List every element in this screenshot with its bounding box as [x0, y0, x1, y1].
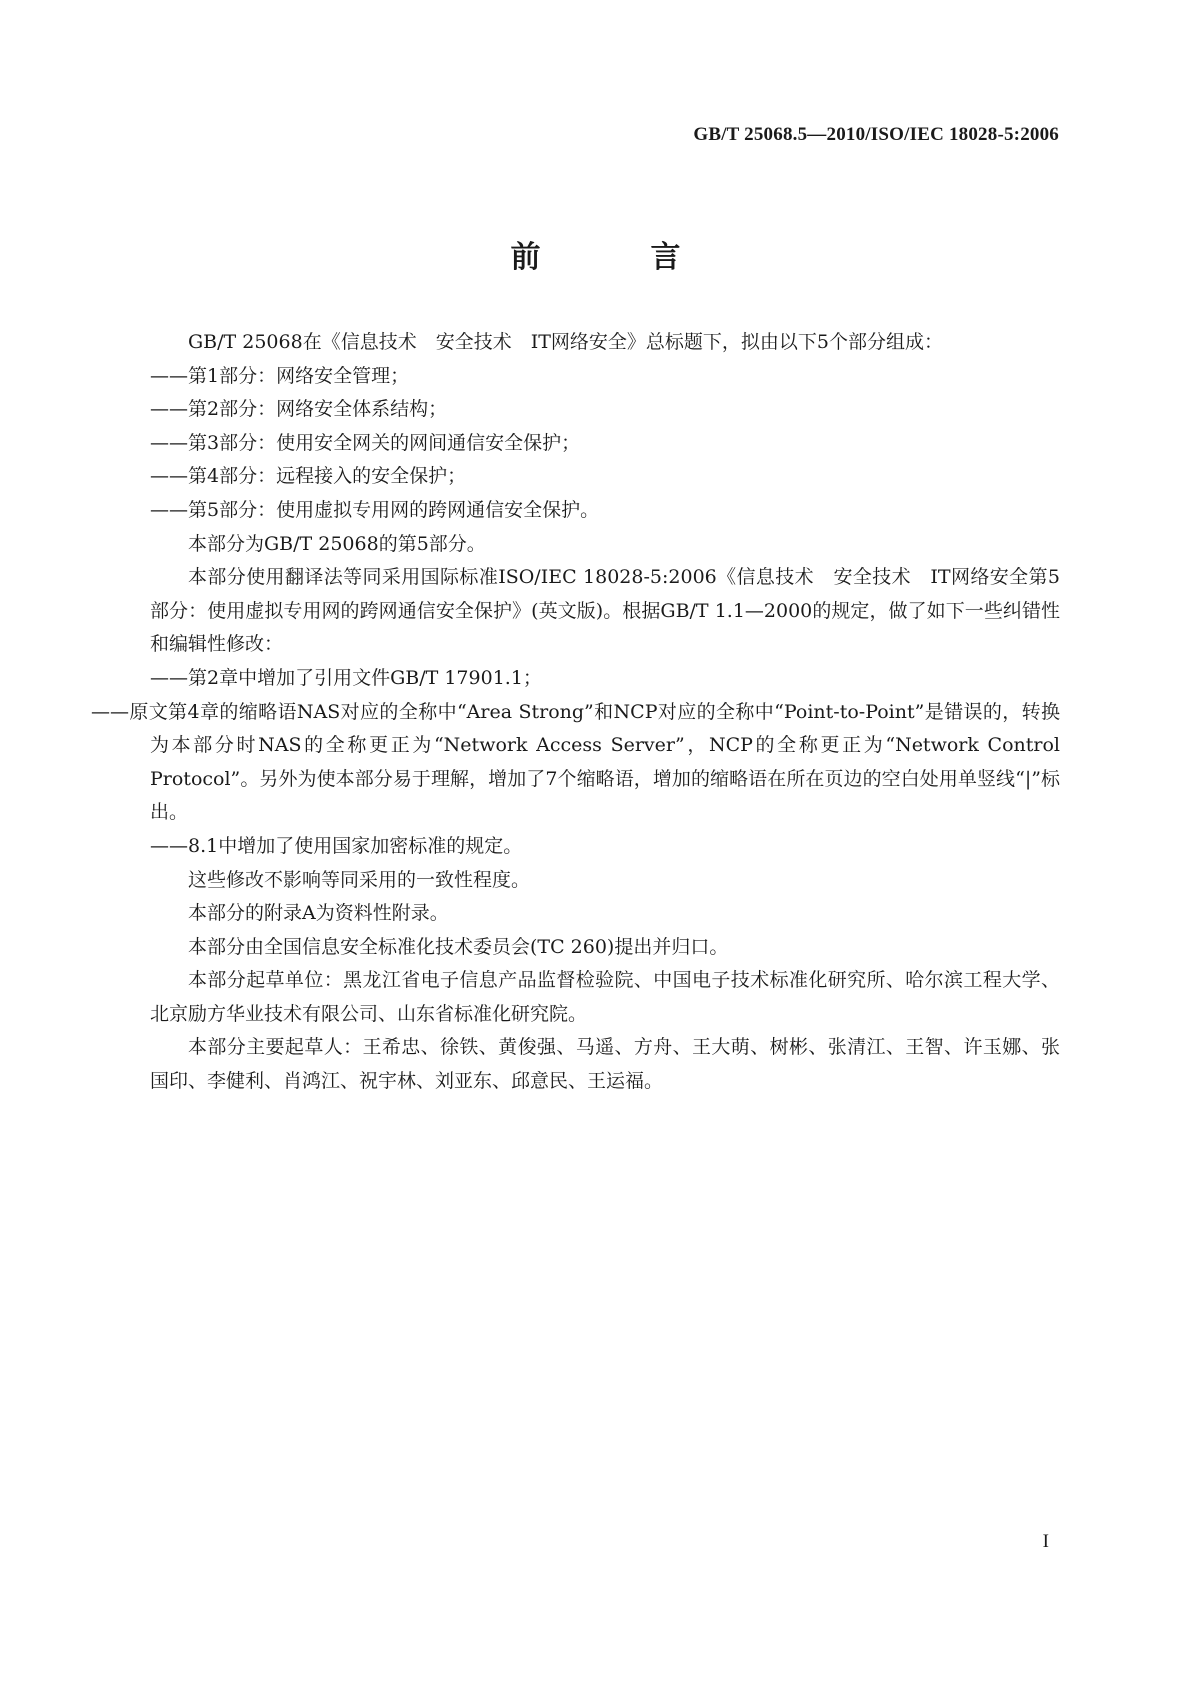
drafters: 本部分主要起草人：王希忠、徐铁、黄俊强、马遥、方舟、王大萌、树彬、张清江、王智、许玉娜、张国印、李健利、肖鸿江、祝宇林、刘亚东、邱意民、王运福。	[150, 1036, 1060, 1093]
modification-item: ——第2章中增加了引用文件GB/T 17901.1；	[150, 666, 542, 689]
modification-item: ——8.1中增加了使用国家加密标准的规定。	[150, 834, 523, 857]
foreword-body	[91, 326, 1060, 1099]
part-list-item: ——第2部分：网络安全体系结构；	[150, 398, 448, 421]
part-list-item: ——第3部分：使用安全网关的网间通信安全保护；	[150, 431, 581, 454]
intro-paragraph: GB/T 25068在《信息技术 安全技术 IT网络安全》总标题下，拟由以下5个部分组成：	[188, 331, 943, 353]
part-statement: 本部分为GB/T 25068的第5部分。	[188, 532, 486, 555]
standard-code: GB/T 25068.5—2010/ISO/IEC 18028-5:2006	[693, 124, 1059, 145]
adoption-paragraph: 本部分使用翻译法等同采用国际标准ISO/IEC 18028-5:2006《信息技术 安全技术 IT网络安全第5部分：使用虚拟专用网的跨网通信安全保护》(英文版)。根据GB/T 1.1—2000的规定，做了如下一些纠错性和编辑性修改：	[150, 566, 1060, 656]
drafting-units: 本部分起草单位：黑龙江省电子信息产品监督检验院、中国电子技术标准化研究所、哈尔滨工程大学、北京励方华业技术有限公司、山东省标准化研究院。	[150, 969, 1060, 1025]
annex-statement: 本部分的附录A为资料性附录。	[188, 902, 449, 925]
part-list-item: ——第1部分：网络安全管理；	[150, 364, 410, 387]
consistency-statement: 这些修改不影响等同采用的一致性程度。	[188, 868, 531, 891]
part-list-item: ——第4部分：远程接入的安全保护；	[150, 465, 467, 488]
page-number: I	[1042, 1531, 1049, 1552]
modification-item: ——原文第4章的缩略语NAS对应的全称中“Area Strong”和NCP对应的全称中“Point-to-Point”是错误的，转换为本部分时NAS的全称更正为“Network Access Server”，NCP的全称更正为“Network Control Protocol”。另外为使本部分易于理解，增加了7个缩略语，增加的缩略语在所在页边的空白处用单竖线“|”标出。	[91, 700, 1060, 824]
part-list-item: ——第5部分：使用虚拟专用网的跨网通信安全保护。	[150, 498, 600, 521]
page-title: 前 言	[510, 240, 721, 275]
proposer-statement: 本部分由全国信息安全标准化技术委员会(TC 260)提出并归口。	[188, 935, 729, 958]
